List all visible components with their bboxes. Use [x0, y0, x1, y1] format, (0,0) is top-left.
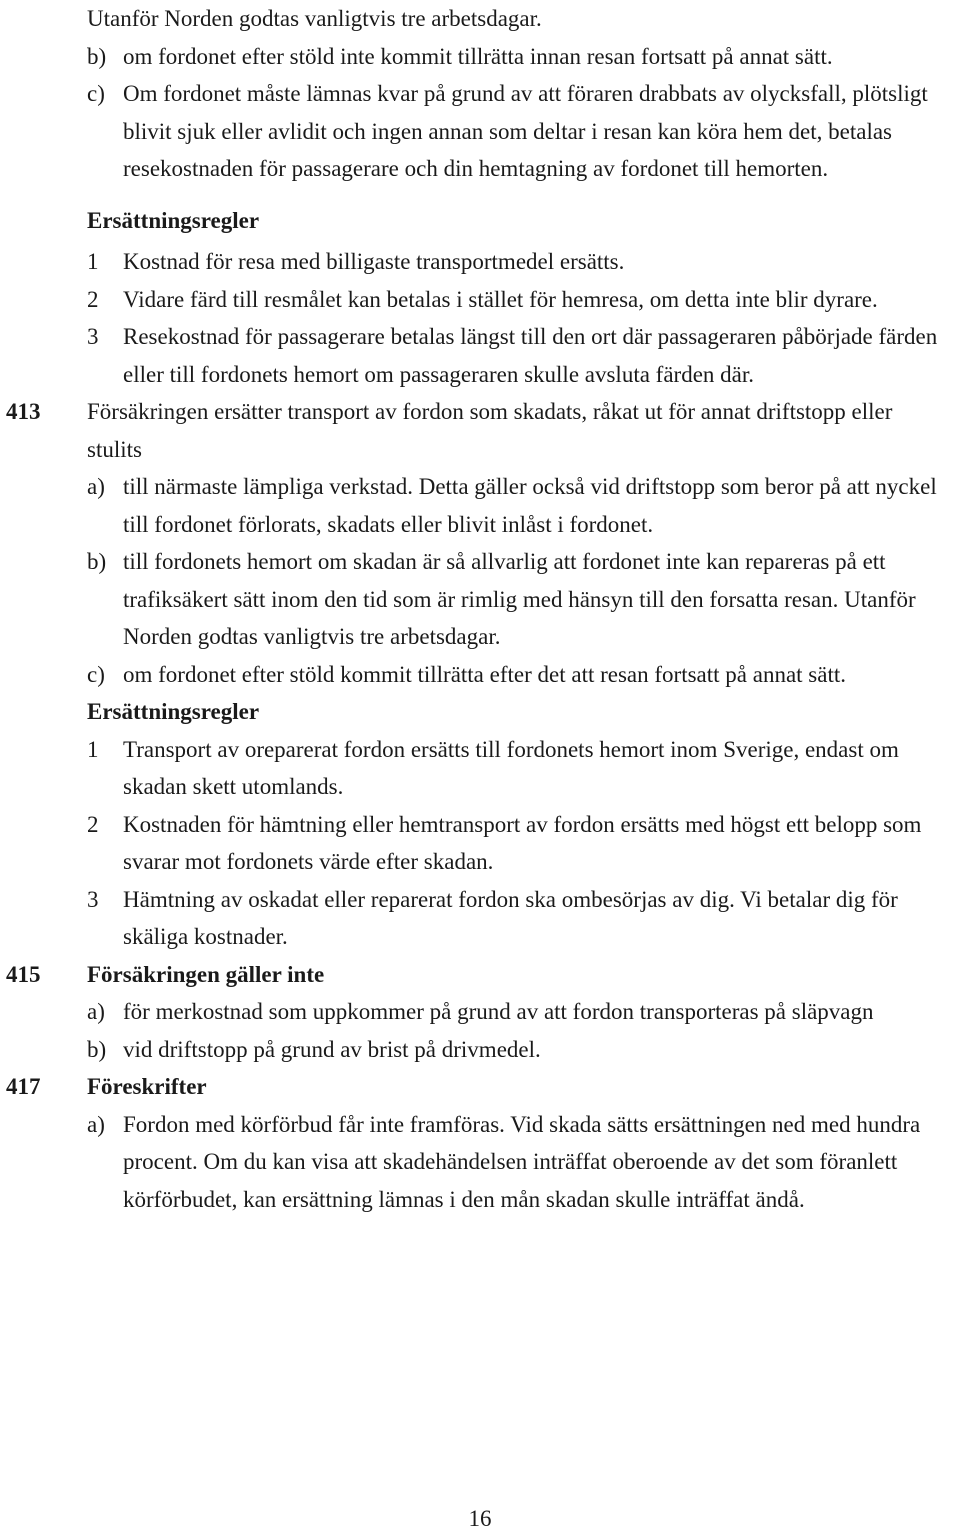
list-item	[0, 468, 960, 543]
item-marker: 1	[87, 249, 99, 274]
item-marker: c)	[87, 81, 105, 106]
item-text: för merkostnad som uppkommer på grund av att fordon transporteras på släpvagn	[123, 999, 874, 1024]
item-text: om fordonet efter stöld inte kommit tillrätta innan resan fortsatt på annat sätt.	[123, 43, 833, 69]
section-heading: Ersättningsregler	[87, 699, 260, 724]
item-text: Fordon med körförbud får inte framföras. Vid skada sätts ersättningen ned med hundra procent. Om du kan visa att skadehändelsen inträffat oberoende av det som föranlett körförbudet, kan ersättning lämnas i den mån skadan skulle inträffat ändå.	[123, 1111, 921, 1212]
list-item	[0, 75, 960, 188]
item-marker: b)	[87, 43, 107, 69]
list-item	[0, 281, 960, 319]
list-item	[0, 731, 960, 806]
item-text: Transport av oreparerat fordon ersätts till fordonets hemort inom Sverige, endast om skadan skett utomlands.	[123, 736, 899, 799]
section-title: Föreskrifter	[87, 1074, 207, 1099]
item-marker: a)	[87, 999, 105, 1024]
item-text: Kostnad för resa med billigaste transportmedel ersätts.	[123, 249, 625, 274]
item-marker: c)	[87, 661, 105, 687]
section-number: 415	[6, 961, 41, 987]
list-item	[0, 993, 960, 1031]
item-marker: 2	[87, 811, 99, 837]
item-text: Vidare färd till resmålet kan betalas i stället för hemresa, om detta inte blir dyrare.	[123, 286, 878, 312]
section-heading: Ersättningsregler	[87, 207, 260, 233]
item-text: Hämtning av oskadat eller reparerat fordon ska ombesörjas av dig. Vi betalar dig för skäliga kostnader.	[123, 886, 898, 949]
item-text: Om fordonet måste lämnas kvar på grund av att föraren drabbats av olycksfall, plötsligt blivit sjuk eller avlidit och ingen annan som deltar i resan kan köra hem det, betalas resekostnaden för passagerare och din hemtagning av fordonet till hemorten.	[123, 81, 928, 181]
list-item	[0, 881, 960, 956]
item-marker: 2	[87, 286, 99, 312]
section-415	[0, 956, 960, 994]
list-item	[0, 543, 960, 656]
section-number: 413	[6, 399, 41, 424]
section-number: 417	[6, 1074, 41, 1099]
list-item	[0, 806, 960, 881]
section-413	[0, 393, 960, 468]
list-item	[0, 243, 960, 281]
item-marker: 3	[87, 324, 99, 349]
item-text: vid driftstopp på grund av brist på drivmedel.	[123, 1036, 541, 1062]
list-item	[0, 38, 960, 76]
item-marker: 3	[87, 886, 99, 912]
item-marker: a)	[87, 1111, 105, 1137]
para-intro: Utanför Norden godtas vanligtvis tre arbetsdagar.	[87, 6, 542, 31]
list-item	[0, 1031, 960, 1069]
item-text: Kostnaden för hämtning eller hemtransport av fordon ersätts med högst ett belopp som svarar mot fordonets värde efter skadan.	[123, 811, 922, 874]
list-item	[0, 656, 960, 694]
list-item	[0, 318, 960, 393]
item-marker: b)	[87, 549, 107, 574]
item-text: till fordonets hemort om skadan är så allvarlig att fordonet inte kan repareras på ett trafiksäkert sätt inom den tid som är rimlig med hänsyn till den forsatta resan. Utanför Norden godtas vanligtvis tre arbetsdagar.	[123, 549, 916, 649]
item-text: om fordonet efter stöld kommit tillrätta efter det att resan fortsatt på annat sätt.	[123, 661, 846, 687]
item-text: Resekostnad för passagerare betalas längst till den ort där passageraren påbörjade färden eller till fordonets hemort om passageraren skulle avsluta färden där.	[123, 324, 938, 387]
section-417	[0, 1068, 960, 1106]
item-marker: 1	[87, 736, 99, 762]
item-marker: b)	[87, 1036, 107, 1062]
page-number: 16	[468, 1506, 492, 1531]
item-text: till närmaste lämpliga verkstad. Detta gäller också vid driftstopp som beror på att nyckel till fordonet förlorats, skadats eller blivit inlåst i fordonet.	[123, 474, 937, 537]
item-marker: a)	[87, 474, 105, 499]
list-item	[0, 1106, 960, 1219]
section-text: Försäkringen ersätter transport av fordon som skadats, råkat ut för annat driftstopp eller stulits	[87, 399, 893, 462]
section-title: Försäkringen gäller inte	[87, 961, 325, 987]
